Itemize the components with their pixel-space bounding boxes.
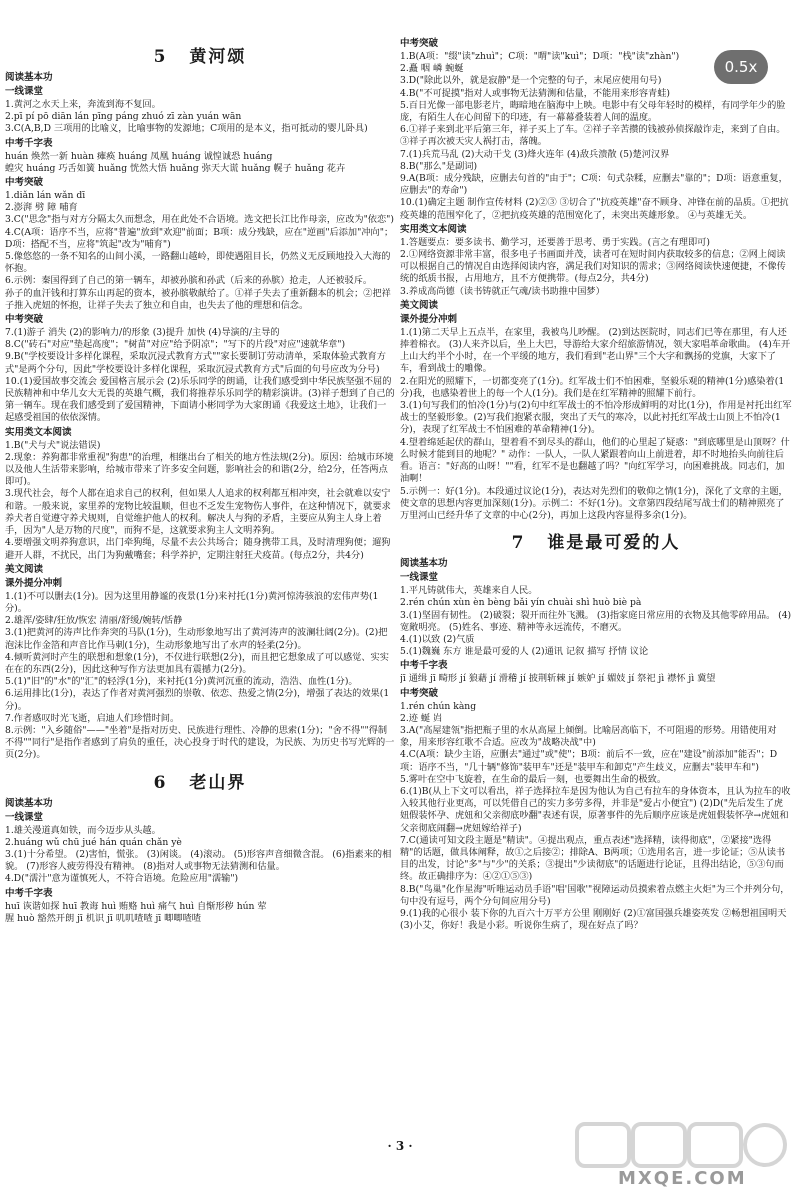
answer-line: 9.(1)我的心很小 装下你的九百六十万平方公里 刚刚好 (2)①富国强兵雄姿英发 ②畅想祖国明天 (3)小艾，你好！我是小彩。听说你生病了，现在好点了吗？ — [400, 907, 787, 932]
answer-line: 8.示例："入乡随俗"——"坐着"是指对历史、民族进行理性、冷静的思索(1分)；"舍不得""得制不得""同行"是指作者感到了肩负的重任，决心投身于时代的建设，为民族、为历史书写光辉的一页(2分)。 — [5, 724, 395, 761]
answer-line: 1.平凡铸就伟大，英雄来自人民。 — [400, 585, 538, 597]
answer-line: 9.A(B项：成分残缺，应删去句首的"由于"；C项：句式杂糅，应删去"靠的"；D项：语意重复，应删去"的寿命") — [400, 173, 788, 197]
answer-line: 10.(1)爱国故事交流会 爱国格言展示会 (2)乐乐同学的朗诵，让我们感受到中华民族坚强不屈的民族精神和中华儿女大无畏的英雄气概，我们将推荐乐乐同学的精彩演讲。(3)祥子想到了自己的第一辆车。现在我们感受到了爱国精神，下面请小彬同学为大家朗诵《我爱这土地》，让我们一起感受祖国的依依深情。 — [5, 375, 395, 424]
answer-line: 4.C(A项：语序不当，应将"普遍"放到"欢迎"前面；B项：成分残缺，应在"逆画"后添加"冲向"；D项：搭配不当，应将"筑起"改为"哺育") — [5, 226, 394, 250]
answer-line: 4.B("不可捉摸"指对人或事物无法猜测和估量，不能用来形容青蛙) — [400, 87, 671, 99]
subsection-heading: 一线课堂 — [5, 811, 44, 823]
section-title — [5, 42, 395, 67]
section-name: 老山界 — [189, 772, 247, 793]
answer-line: 5.百日光像一部电影老片，晦暗地在脑海中上映。电影中有父母年轻时的模样，有同学年少的脸庞，有陌生人在心间留下的印迹，有一幕幕叠装着人间的温度。 — [400, 99, 786, 124]
answer-line: 1.(1)不可以删去(1分)。因为这里用静谧的夜景(1分)来衬托(1分)黄河惊涛骇浪的宏伟声势(1分)。 — [5, 590, 379, 614]
answer-line: 2.迹 蜒 岿 — [400, 712, 443, 724]
answer-line: 2.在阳光的照耀下，一切都变亮了(1分)。红军战士们不怕困难，坚毅乐观的精神(1分)感染着(1分)我，也感染着世上的每一个人(1分)。我们是在红军精神的照耀下前行。 — [400, 375, 785, 399]
answer-line: 7.作者感叹时光飞逝，启迪人们珍惜时间。 — [5, 712, 180, 724]
answer-line: 4.(1)以致 (2)气质 — [400, 633, 475, 645]
answer-line: 1.rén chún kàng — [400, 700, 477, 712]
answer-line: 3.D("除此以外，就是寂静"是一个完整的句子，末尾应使用句号) — [400, 75, 662, 87]
answer-line: 5.(1)魏巍 东方 谁是最可爱的人 (2)通讯 记叙 描写 抒情 议论 — [400, 646, 649, 658]
page-number: · 3 · — [387, 1139, 413, 1153]
answer-line: 7.(1)游子 消失 (2)的影响力/的形象 (3)提升 加快 (4)导演的/主导的 — [5, 327, 280, 339]
subsection-heading: 中考突破 — [400, 687, 439, 699]
subsection-heading: 中考突破 — [400, 38, 439, 49]
answer-line: 3.(1)句写我们的怕冷(1分)与(2)句中红军战士的不怕冷形成鲜明的对比(1分)，作用是衬托出红军战士的坚毅形象。(2)写我们抱紧衣服，突出了天气的寒冷，以此衬托红军战士山顶上不怕冷(1分)，表现了红军战士不怕困难的革命精神(1分)。 — [400, 400, 792, 436]
answer-line: 6.示例：秦国得到了自己的第一辆车，却被孙膑和孙武（后来的孙膑）抢走，人还被驳斥。 — [5, 275, 373, 287]
subsection-heading: 美文阅读 — [5, 563, 44, 575]
answer-line: 蝗灾 huáng 巧舌如簧 huǎng 恍然大悟 huǎng 弥天大谎 huǎng 幌子 huǎng 花卉 — [5, 162, 346, 174]
subsection-heading: 实用类文本阅读 — [5, 426, 72, 438]
answer-line: 2.现象：养狗都非常重视"狗患"的治理，相继出台了相关的地方性法规(2分)。原因：给城市环境以及他人生活带来影响，给城市带来了许多安全问题，影响社会的和谐(2分，给2分，任答两点即可)。 — [5, 451, 394, 488]
answer-line: 腥 huò 豁然开朗 jī 机识 jī 叽叽喳喳 jī 唧唧喳喳 — [5, 912, 201, 924]
answer-line: 3.现代社会，每个人都在追求自己的权利，但如果人人追求的权利都互相冲突，社会就难以安宁和谐。一般来说，家里养的宠物比较温顺，但也不乏发生宠物伤人事件，在这种情况下，就要求养犬者自觉遵守养犬规则，自觉维护他人的权利。解决人与狗的矛盾，主要应从狗主人身上着手，因为"人是万物的尺度"，而狗不是，这就要求狗主人文明养狗。 — [5, 488, 391, 537]
subsection-heading: 阅读基本功 — [5, 72, 53, 83]
answer-line: 3.(1)十分希望。 (2)害怕，慌张。 (3)闲谈。 (4)滚动。 (5)形容声音细微含混。 (6)指素来的相貌。 (7)形容人疲劳得没有精神。 (8)指对人或事物无法猜测和估量。 — [5, 848, 392, 873]
answer-line: 1.雄关漫道真如铁，而今迈步从头越。 — [5, 824, 161, 836]
section-name: 黄河颂 — [189, 47, 247, 67]
answer-line: 1.diǎn lán wǎn dī — [5, 190, 86, 202]
answer-line: 10.(1)确定主题 制作宣传材料 (2)②③ ③切合了"抗疫英雄"奋不顾身、冲锋在前的品质。①把抗疫英雄的范围窄化了，②把抗疫英雄的范围宽化了，未突出英雄形象。 ④与英雄无关。 — [400, 197, 789, 221]
answer-line: 2.rén chún xùn èn bèng bǎi yín chuài shì huò biè pà — [400, 597, 642, 609]
answer-line: 4.倾听黄河时产生的联想和想象(1分)，不仅进行联想(2分)，而且把它想象成了可以感觉、实实在在的东西(2分)，因此这种写作方法更加具有震撼力(2分)。 — [5, 651, 389, 675]
answer-line: 2.①网络资源非常丰富，很多电子书画面并茂，读者可在短时间内获取较多的信息；②网上阅读可以根据自己的情况自由选择阅读内容，满足我们对知识的需求；③网络阅读快速便捷，不像传统的纸质书报，占用地方，且不方便携带。(每点2分，共4分) — [400, 249, 786, 285]
section-number: 7 — [511, 533, 526, 554]
subsection-heading: 阅读基本功 — [5, 797, 53, 809]
subsection-heading: 中考突破 — [5, 314, 44, 326]
subsection-heading: 中考突破 — [5, 177, 44, 189]
answer-line: 8.B("那么"是副词) — [400, 160, 478, 172]
answer-line: 3.A("高屋建瓴"指把瓶子里的水从高屋上倾倒。比喻居高临下，不可阻遏的形势。用错使用对象，用来形容红歌不合适。应改为"战略决战"中) — [400, 724, 777, 749]
answer-line: 4.D("濡汁"意为谨慎死人，不符合语境。危险应用"濡输") — [5, 873, 239, 885]
answer-line: 1.B("犬与犬"说法错误) — [5, 439, 101, 451]
answer-line: 2.雄浑/姿肆/狂放/恢宏 清丽/舒缓/婉转/恬静 — [5, 615, 183, 627]
answer-line: 2.矗 咽 嶙 蜿蜒 — [400, 63, 464, 75]
answer-line: 8.C("砖石"对应"垫起高度"；"树苗"对应"给予阴凉"；"写下的片段"对应"速就华章") — [5, 339, 346, 351]
answer-line: 3.C("思念"指与对方分隔太久而想念，用在此处不合语境。选文把长江比作母亲，应改为"依恋") — [5, 214, 394, 226]
section-number: 5 — [153, 47, 168, 67]
answer-line: 2.huáng wǔ chū jué hán quán chǎn yè — [5, 836, 182, 848]
answer-line: 3.养成高尚德（读书铸就正气魂/读书助推中国梦） — [400, 285, 605, 297]
answer-line: 5.像悠悠的一条不知名的山间小溪，一路翻山越岭，即使遇阻目长，仍然义无反顾地投入大海的怀抱。 — [5, 251, 391, 275]
answer-line: 6.①祥子来到北平后第三年，祥子买上了车。②祥子辛苦攒的钱被孙侦探敲诈走，来到了自由。③祥子再次被天灾人祸打击，落魄。 — [400, 124, 786, 148]
zoom-indicator[interactable]: 0.5x — [714, 50, 768, 84]
subsection-heading: 课外提分冲刺 — [5, 577, 63, 589]
answer-line: 孙子的血汗钱和打算东山再起的资本，被孙膑敬献给了。①祥子失去了重新翻本的机会；②把祥子推入虎妞的怀抱，让祥子失去了独立和自由，也失去了他的理想和信念。 — [5, 287, 391, 311]
answer-line: 6.(1)B(从上下文可以看出，祥子选择拉车是因为他认为自己有拉车的身体资本，且认为拉车的收入较其他行业更高，可以凭借自己的实力多劳多得，并非是"爱占小便宜") (2)D("先后发生了虎妞假装怀孕、虎妞和父亲彻底吵翻"表述有误，原著事件的先后顺序应该是虎妞假装怀孕→虎妞和父亲彻底闹翻→虎妞嫁给祥子) — [400, 785, 791, 834]
subsection-heading: 一线课堂 — [5, 86, 44, 97]
answer-line: 3.(1)把黄河的涛声比作奔突的马队(1分)，生动形象地写出了黄河涛声的波澜壮阔(2分)。(2)把泡沫比作金箔和声音比作马刺(1分)，生动形象地写出了水声的轻柔(2分)。 — [5, 627, 388, 651]
section-name: 谁是最可爱的人 — [547, 533, 681, 554]
subsection-heading: 课外提分冲刺 — [400, 313, 458, 325]
answer-line: huán 焕然一新 huàn 瘫痪 huáng 凤凰 huáng 诚惶诚恐 huáng — [5, 150, 273, 162]
right-column — [400, 36, 792, 1144]
answer-line: 7.(1)兵荒马乱 (2)大动干戈 (3)烽火连年 (4)敌兵溃散 (5)楚河汉界 — [400, 148, 670, 160]
answer-line: 3.(1)坚固有韧性。 (2)破裂；裂开而往外飞溅。 (3)指家庭日常应用的衣物及其他零碎用品。 (4)宽敞明亮。 (5)姓名、事迹、精神等永远流传，不磨灭。 — [400, 609, 792, 633]
answer-line: 4.望着绵延起伏的群山，望着看不到尽头的群山，他们的心里起了疑惑："到底哪里是山顶呀？什么时候才能到目的地呢？" 动作：一队人，一队人紧跟着向山上前进着，却不时地抬头向前往后看。语言："好高的山呀！""看，红军不是也翻越了吗？"向红军学习，向困难挑战。同志们，加油啊！ — [400, 436, 790, 485]
answer-line: 5.雾叶在空中飞旋着，在生命的最后一刻，也要舞出生命的极致。 — [400, 773, 667, 785]
subsection-heading: 中考千字表 — [5, 887, 53, 899]
answer-line: 1.B(A项："缀"读"zhuì"；C项："喟"读"kuì"；D项："栈"读"zhàn") — [400, 51, 680, 62]
subsection-heading: 阅读基本功 — [400, 558, 448, 570]
answer-line: 1.(1)第二天早上五点半，在家里，我被鸟儿吵醒。 (2)到达医院时，同志们已等在那里，有人还捧着棉衣。 (3)人来齐以后，坐上大巴，导游给大家介绍旅游情况，领大家唱革命歌曲。 (4)车开上山大约半个小时，在一个平缓的地方，我们看到"老山界"三个大字和飘扬的党旗，大家下了车，看到战士的雕像。 — [400, 326, 791, 375]
subsection-heading: 一线课堂 — [400, 572, 439, 584]
subsection-heading: 美文阅读 — [400, 299, 439, 311]
answer-line: 8.B("鸟巢"化作星海"听唯运动员手语"唱'国歌'"视障运动员摸索着点燃主火炬"为三个并列分句，句中没有逗号，两个分句间应用分号) — [400, 883, 790, 907]
answer-line: 5.示例一：好(1分)。本段通过议论(1分)，表达对先烈们的敬仰之情(1分)，深化了文章的主题，使文章的思想内容更加深刻(1分)。示例二：不好(1分)。文章第四段结尾写战士们的精神照亮了万里河山已经升华了文章的中心(2分)，再加上这段内容显得多余(1分)。 — [400, 485, 788, 521]
answer-line: 1.黄河之水天上来，奔流到海不复回。 — [5, 99, 161, 110]
subsection-heading: 实用类文本阅读 — [400, 223, 467, 235]
answer-line: 5.(1)"旧"的"水"的"汇"的轻浮(1分)，来衬托(1分)黄河沉重的流动，浩浩、血性(1分)。 — [5, 676, 358, 688]
section-number: 6 — [153, 772, 168, 793]
answer-line: 2.澎湃 劈 障 哺育 — [5, 202, 78, 214]
answer-line: 2.pī pí pō diān lán pīng páng zhuó zī zàn yuán wān — [5, 111, 242, 123]
answer-line: 9.B("学校要设计多样化课程，采取沉浸式教育方式""家长要制订劳动清单，采取体验式教育方式"是两个分句，因此"学校要设计多样化课程，采取沉浸式教育方式"后面的句号应改为分号) — [5, 351, 386, 375]
section-title — [400, 528, 792, 553]
answer-line: huī 诙谐如探 huī 教诲 huì 贿赂 huì 痛气 huì 自惭形秽 hún 荤 — [5, 900, 267, 912]
section-title — [5, 768, 395, 793]
answer-line: 6.运用排比(1分)，表达了作者对黄河强烈的崇敬、依恋、热爱之情(2分)，增强了表达的效果(1分)。 — [5, 688, 390, 712]
subsection-heading: 中考千字表 — [5, 137, 53, 149]
watermark-text: MXQE.COM — [618, 1168, 747, 1189]
left-column — [5, 36, 395, 1144]
answer-line: 4.C(A项：缺少主语，应删去"通过"或"使"；B项：前后不一致，应在"建设"前添加"能否"；D项：语序不当，"几十辆"修饰"装甲车"还是"装甲车和卸克"产生歧义，应删去"装甲车和") — [400, 749, 778, 773]
answer-line: jī 通缉 jī 畸形 jí 狼藉 jí 滑稽 jí 披荆斩棘 jí 嫉妒 jí 媚妓 jí 祭祀 jì 襟怀 jì 冀望 — [400, 673, 716, 685]
answer-line: 1.答题要点：要多读书、勤学习，还要善于思考、勇于实践。(言之有理即可) — [400, 236, 710, 248]
answer-line: 4.要增强文明养狗意识，出门牵狗绳，尽量不去公共场合；随身携带工具，及时清理狗便；遛狗避开人群，不扰民，出门为狗戴嘴套；科学养护，定期注射狂犬疫苗。(每点2分，共4分) — [5, 537, 391, 561]
subsection-heading: 中考千字表 — [400, 660, 448, 672]
answer-line: 3.C(A,B,D 三项用的比喻义，比喻事物的发源地；C项用的是本义，指可抵动的婴儿卧具) — [5, 123, 368, 135]
answer-line: 7.C(通读可知文段主题是"精读"。④提出观点，重点表述"选择精，读得彻底"，②紧接"选得精"的话题，做具体阐释，故①之后接②；排除A、B两项；①选用名言，进一步论证；⑤从读书目的出发，讨论"多"与"少"的关系；③提出"少读彻底"的话题进行论证，且得出结论，⑤③句而终。故正确排序为：④②①⑤③) — [400, 834, 786, 883]
